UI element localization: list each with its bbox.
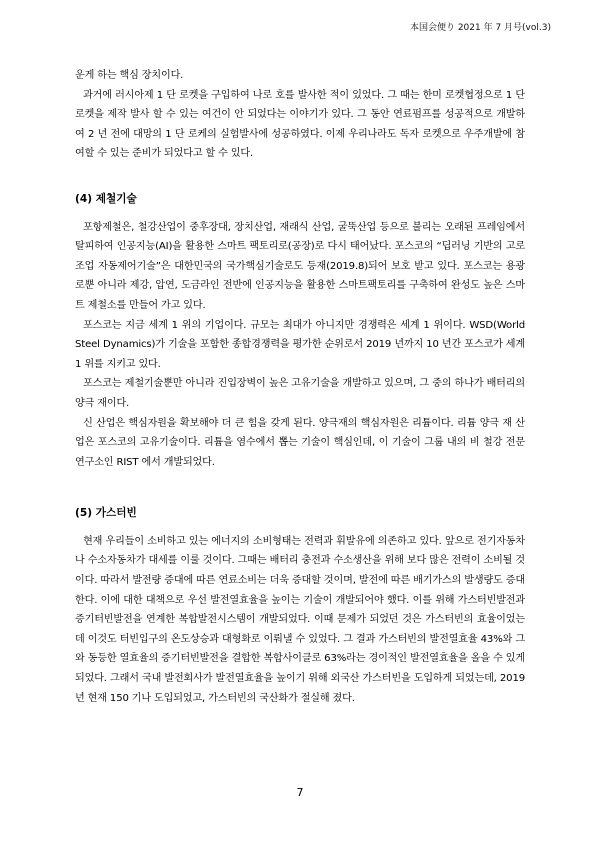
paragraph: 포스코는 지금 세계 1 위의 기업이다. 규모는 최대가 아니지만 경쟁력은 세계 1 위이다. WSD(World Steel Dynamics)가 기술을 포함한 종합경쟁력을 평가한 순위로서 2019 년까지 10 년간 포스코가 세계 1 위를 지키고 있다.: [75, 319, 525, 370]
section-heading-gas-turbine: (5) 가스터빈: [75, 507, 137, 520]
paragraph: 현재 우리들이 소비하고 있는 에너지의 소비형태는 전력과 휘발유에 의존하고 있다. 앞으로 전기자동차나 수소자동차가 대세를 이룰 것이다. 그때는 배터리 충전과 수소생산을 위해 보다 많은 전력이 소비될 것이다. 따라서 발전량 증대에 따른 연료소비는 더욱 증대할 것이며, 발전에 따른 배기가스의 발생량도 증대한다. 이에 대한 대책으로 우선 발전열효율을 높이는 기술이 개발되어야 했다. 이를 위해 가스터빈발전과 증기터빈발전을 연계한 복합발전시스템이 개발되었다. 이때 문제가 되었던 것은 가스터빈의 효율이었는데 이것도 터빈입구의 온도상승과 대형화로 이뤄낼 수 있었다. 그 결과 가스터빈의 발전열효율 43%와 그와 동등한 열효율의 증기터빈발전을 결합한 복합사이클로 63%라는 경이적인 발전열효율을 올을 수 있게 되었다. 그래서 국내 발전회사가 발전열효율을 높이기 위해 외국산 가스터빈을 도입하게 되었는데, 2019 년 현재 150 기나 도입되었고, 가스터빈의 국산화가 절실해 졌다.: [75, 535, 525, 704]
page-header: 本国会便り 2021 年 7 月号(vol.3): [409, 23, 551, 33]
paragraph: 과거에 러시아제 1 단 로켓을 구입하여 나로 호를 발사한 적이 있었다. 그 때는 한미 로켓협정으로 1 단 로켓을 제작 발사 할 수 있는 여건이 안 되었다는 이야기가 있다. 그 동안 연료펌프를 성공적으로 개발하여 2 년 전에 대망의 1 단 로케의 실험발사에 성공하였다. 이제 우리나라도 독자 로켓으로 우주개발에 참여할 수 있는 준비가 되었다고 할 수 있다.: [75, 89, 525, 160]
page-number: 7: [296, 786, 304, 799]
paragraph: 포스코는 제철기술뿐만 아니라 진입장벽이 높은 고유기술을 개발하고 있으며, 그 중의 하나가 배터리의 양극 재이다.: [75, 378, 525, 409]
document-body: [75, 66, 525, 708]
paragraph: 신 산업은 핵심자원을 확보해야 더 큰 힘을 갖게 된다. 양극재의 핵심자원은 리튬이다. 리튬 양극 재 산업은 포스코의 고유기술이다. 리튬을 염수에서 뽑는 기술이 핵심인데, 이 기술이 그룹 내의 비 철강 전문연구소인 RIST 에서 개발되었다.: [75, 417, 525, 468]
section-heading-steel: (4) 제철기술: [75, 192, 137, 205]
paragraph: 운게 하는 핵심 장치이다.: [75, 70, 184, 81]
paragraph: 포항제철은, 철강산업이 중후장대, 장치산업, 재래식 산업, 굴뚝산업 등으로 불리는 오래된 프레임에서 탈피하여 인공지능(AI)을 활용한 스마트 팩토리로(공장)로 다시 태어났다. 포스코의 “딥러닝 기반의 고로 조업 자동제어기술”은 대한민국의 국가핵심기술로도 등재(2019.8)되어 보호 받고 있다. 포스코는 용광로뿐 아니라 제강, 압연, 도금라인 전반에 인공지능을 활용한 스마트팩토리를 구축하여 완성도 높은 스마트 제철소를 만들어 가고 있다.: [75, 221, 525, 311]
